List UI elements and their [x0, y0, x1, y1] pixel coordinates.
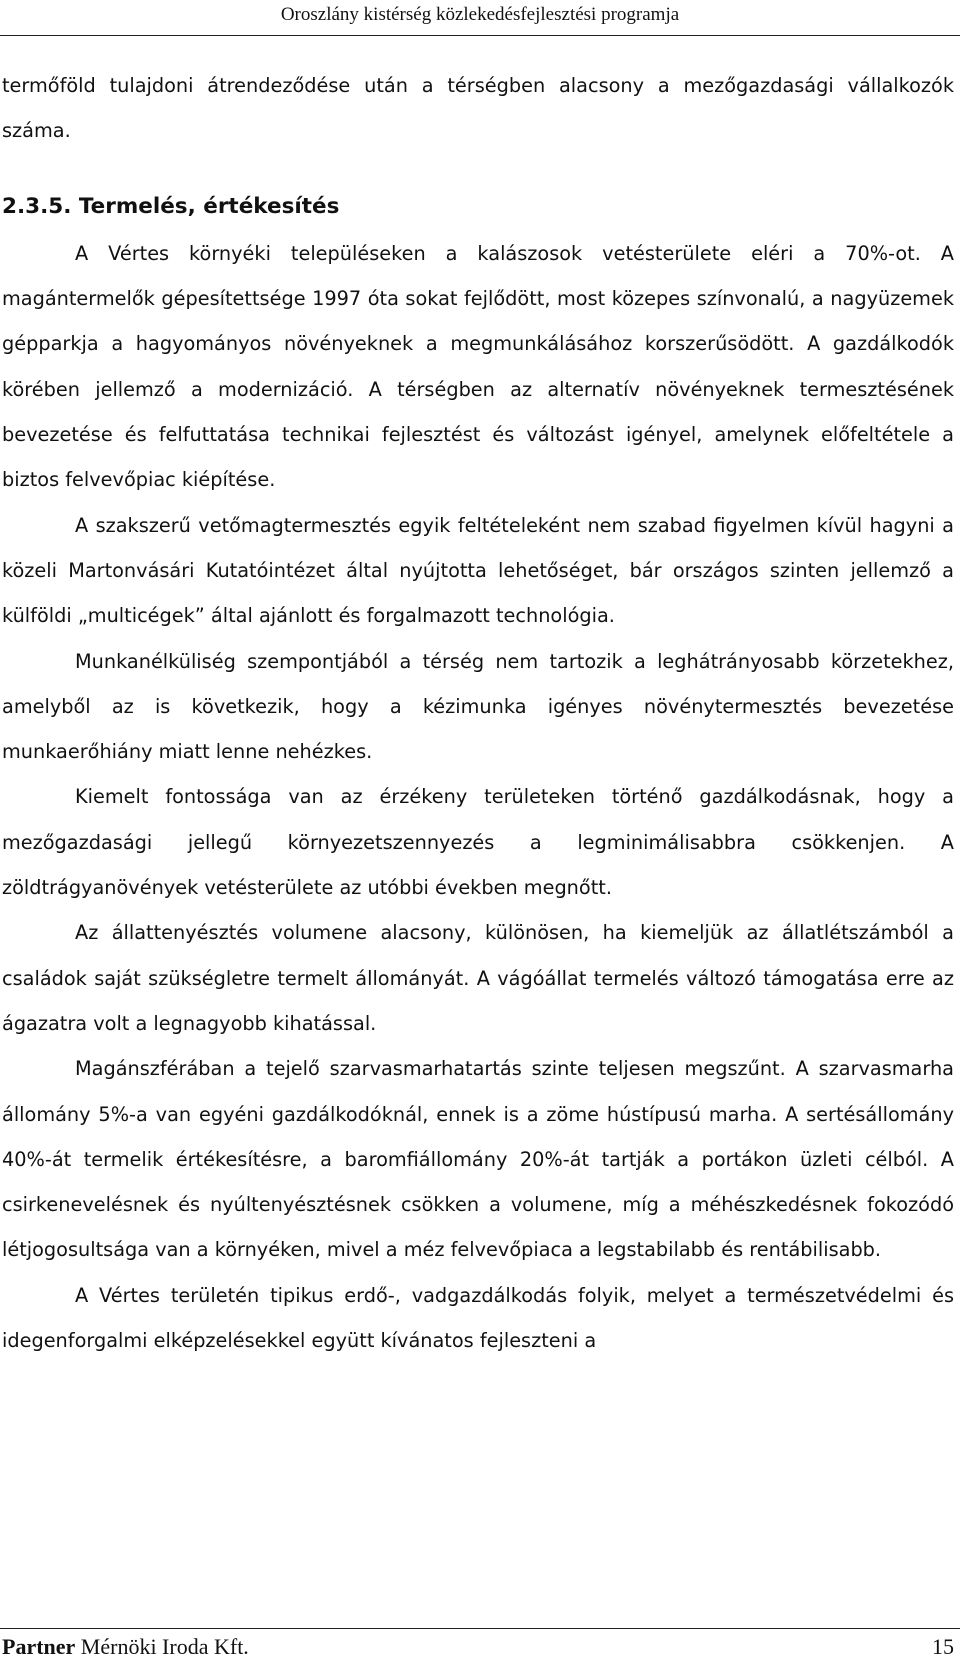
paragraph-3: Munkanélküliség szempontjából a térség nem tartozik a leghátrányosabb körzetekhez, amelyből az is következik, hogy a kézimunka igényes növénytermesztés bevezetése munkaerőhiány miatt lenne nehézkes. — [2, 649, 954, 764]
paragraph-2: A szakszerű vetőmagtermesztés egyik feltételeként nem szabad figyelmen kívül hagyni a közeli Martonvásári Kutatóintézet által nyújtotta lehetőséget, bár országos szinten jellemző a külföldi „multicégek” által ajánlott és forgalmazott technológia. — [2, 513, 954, 628]
footer-company-rest: Mérnöki Iroda Kft. — [75, 1634, 249, 1659]
paragraph-1: A Vértes környéki településeken a kalászosok vetésterülete eléri a 70%-ot. A magántermelők gépesítettsége 1997 óta sokat fejlődött, most közepes színvonalú, a nagyüzemek gépparkja a hagyományos növényeknek a megmunkálásához korszerűsödött. A gazdálkodók körében jellemző a modernizáció. A térségben az alternatív növényeknek termesztésének bevezetése és felfuttatása technikai fejlesztést és változást igényel, amelynek előfeltétele a biztos felvevőpiac kiépítése. — [2, 241, 954, 492]
paragraph-5: Az állattenyésztés volumene alacsony, különösen, ha kiemeljük az állatlétszámból a családok saját szükségletre termelt állományát. A vágóállat termelés változó támogatása erre az ágazatra volt a legnagyobb kihatással. — [2, 921, 954, 1035]
page-number: 15 — [932, 1634, 954, 1659]
header-title: Oroszlány kistérség közlekedésfejlesztési programja — [280, 4, 680, 25]
header-divider — [0, 35, 960, 36]
footer-divider — [0, 1628, 960, 1629]
paragraph-6: Magánszférában a tejelő szarvasmarhatartás szinte teljesen megszűnt. A szarvasmarha állomány 5%-a van egyéni gazdálkodóknál, ennek is a zöme hústípusú marha. A sertésállomány 40%-át termelik értékesítésre, a baromfiállomány 20%-át tartják a portákon üzleti célból. A csirkenevelésnek és nyúltenyésztésnek csökken a volumene, míg a méhészkedésnek fokozódó létjogosultsága van a környéken, mivel a méz felvevőpiaca a legstabilabb és rentábilisabb. — [2, 1057, 954, 1262]
intro-paragraph: termőföld tulajdoni átrendeződése után a térségben alacsony a mezőgazdasági vállalkozók száma. — [2, 74, 954, 143]
section-heading: 2.3.5. Termelés, értékesítés — [2, 193, 340, 219]
paragraph-4: Kiemelt fontossága van az érzékeny területeken történő gazdálkodásnak, hogy a mezőgazdasági jellegű környezetszennyezés a legminimálisabbra csökkenjen. A zöldtrágyanövények vetésterülete az utóbbi években megnőtt. — [2, 785, 954, 900]
footer-company-bold: Partner — [2, 1634, 76, 1659]
paragraph-7: A Vértes területén tipikus erdő-, vadgazdálkodás folyik, melyet a természetvédelmi és idegenforgalmi elképzelésekkel együtt kívánatos fejleszteni a — [2, 1283, 954, 1353]
page-header — [0, 3, 960, 27]
footer-company — [2, 1633, 249, 1661]
document-body — [2, 63, 954, 1363]
